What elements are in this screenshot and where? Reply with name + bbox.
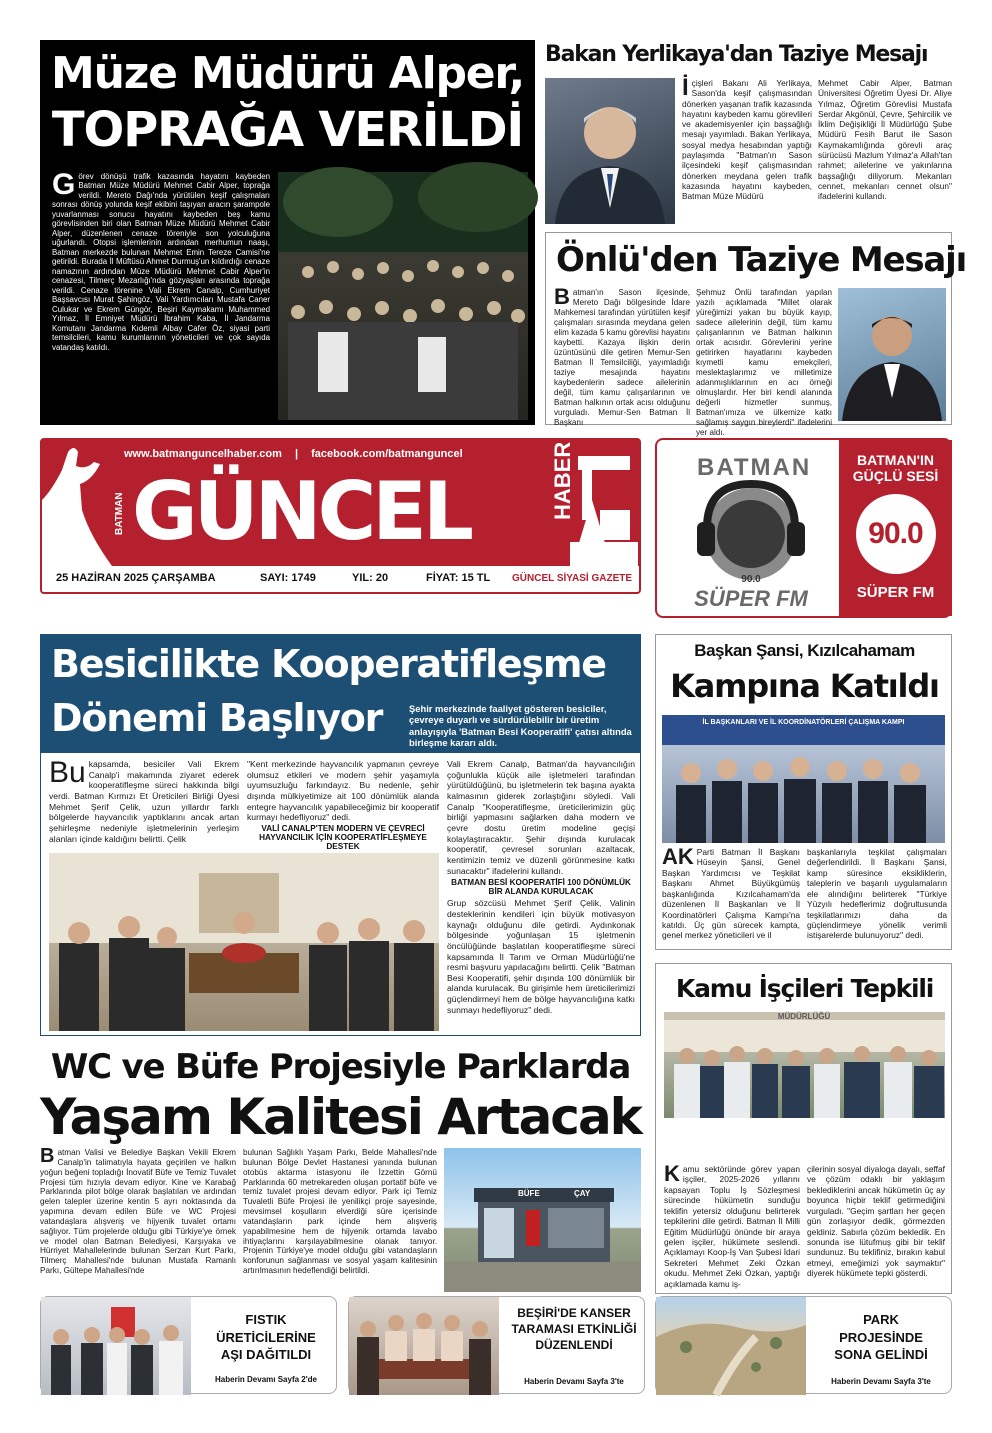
story-col3	[447, 759, 635, 1033]
dropcap: B	[40, 1145, 55, 1167]
radio-slogan-line1: BATMAN'IN	[857, 452, 934, 468]
radio-logo-bottom: SÜPER FM	[694, 586, 808, 611]
body-text: örev dönüşü trafik kazasında hayatını kaybeden Batman Müze Müdürü Mehmet Cabir Alper, toprağa verildi. Mereto Dağı'nda yürütülen keşif çalışmaları sonrası dönüş yolunda keşif ekibini taşıyan aracın şarampole yuvarlanması sonucu hayatını kaybeden beş kamu görevlisinden biri olan Batman Müze Müdürü Mehmet Cabir Alper, düzenlenen cenaze töreniyle son yolculuğuna uğurlandı. Otopsi işlemlerinin ardından merhumun naaşı, Batman merkezde bulunan Mehmet Emin Tereze Camisi'ne getirildi. Burada İl Müftüsü Ahmet Durmuş'un kıldırdığı cenaze namazının ardından Müze Müdürü Mehmet Cabir Alper'in cenazesi, Tilmerç Mezarlığı'nda gözyaşları arasında toprağa verildi. Cenaze törenine Vali Ekrem Canalp, Cumhuriyet Başsavcısı Murat Şahingöz, Vali Yardımcıları Mustafa Caner Culukar ve Ekrem Güngör, Beşiri Kaymakamı Muhammed Yılmaz, İl Emniyet Müdürü İbrahim Kaba, İl Jandarma Komutanı Jandarma Kıdemli Albay Cafer Öz, siyasi parti temsilcileri, kamu kurumlarının yöneticileri ve çok sayıda vatandaş katıldı.	[52, 172, 270, 352]
teaser-park-title: PARK PROJESİNDE SONA GELİNDİ	[834, 1312, 928, 1363]
col3-subhead: BATMAN BESİ KOOPERATİFİ 100 DÖNÜMLÜK BİR ALANDA KURULACAK	[451, 878, 631, 897]
story-col1	[664, 1161, 800, 1290]
col2-subhead: VALİ CANALP'TEN MODERN VE ÇEVRECİ HAYVANCILIK İÇİN KOOPERATİFLEŞMEYE DESTEK	[259, 823, 427, 851]
headline-line1: Başkan Şansi, Kızılcahamam	[694, 641, 915, 660]
headline-line2: Kampına Katıldı	[670, 667, 939, 705]
story-col1	[49, 756, 239, 849]
teaser-park-photo	[656, 1297, 806, 1395]
story-body	[52, 168, 270, 420]
headline-line1: Müze Müdürü Alper,	[51, 48, 524, 99]
dropcap: B	[554, 284, 570, 309]
radio-ad	[655, 438, 952, 618]
radio-frequency: 90.0	[868, 517, 923, 550]
kiosk-sign-bufe: BÜFE	[518, 1189, 540, 1198]
headline-line2: Dönemi Başlıyor	[51, 696, 383, 740]
teaser-fistik-title: FISTIK ÜRETİCİLERİNE AŞI DAĞITILDI	[216, 1312, 316, 1363]
headline: Kamu İşçileri Tepkili	[675, 974, 934, 1003]
dropcap: G	[52, 168, 76, 201]
teaser-besiri[interactable]	[348, 1296, 645, 1394]
radio-logo	[667, 448, 835, 614]
col1-text: atman Valisi ve Belediye Başkan Vekili Ekrem Canalp'in talimatıyla hayata geçirilen ve halkın yoğun beğeni topladığı İnovatif Büfe ve Temiz Tuvalet Projesi tüm hızıyla devam ediyor. Kine ve Karabağ Parklarında pilot bölge olarak başlatılan ve ardından gelen talepler üzerine kentin 5 ayrı noktasında da yapımına devam edilen Büfe ve WC Projesi vatandaşlara alışveriş ve hijyenik tuvalet ortamı sağlıyor. Tüm projelerde olduğu gibi Türkiye'ye örnek ve model olan Batman Belediyesi, Karşıyaka ve Hürriyet Mahallelerinde bulunan Serzan Kurt Parkı, Tilmerç Mahallesi'nde bulunan Mustafa Ramanlı Parkı, Gültepe Mahallesi'nde	[40, 1148, 236, 1276]
issue-price: FİYAT: 15 TL	[426, 572, 491, 584]
facebook-link[interactable]: facebook.com/batmanguncel	[311, 448, 463, 460]
workers-protest-photo	[664, 1012, 945, 1118]
story-col1	[662, 844, 800, 947]
col3-text-b: Grup sözcüsü Mehmet Şerif Çelik, Valinin desteklerinin kendileri için büyük motivasyon kaynağı olduğunu dile getirdi. Aydınkonak bölgesinde yoğunlaşan 15 işletmenin öncülüğünde başlatılan kooperatifleşme süreci kapsamında İl Tarım ve Orman Müdürlüğü'ne resmi başvuru yapılacağını belirtti. Çelik "Batman Besi Kooperatifi, şehir dışında 100 dönümlük bir alanda kurulacak. Bu girişimle hem üreticilerimizi güçlendirmeyi hem de bölge hayvancılığına katkı sunmayı hedefliyoruz" dedi.	[447, 898, 635, 1015]
besici-meeting-photo	[49, 853, 439, 1031]
story-col2: bulunan Sağlıklı Yaşam Parkı, Belde Mahallesi'nde bulunan Bölge Devlet Hastanesi yanında bulunan otobüs aktarma istasyonu ile İzzettin Görnü Parklarında 60 metrekareden oluşan portatif büfe ve temiz tuvalet projesi devam ediyor. Park içi Temiz Tuvaletli Büfe Projesi ile yenilikçi proje sayesinde, mevsimsel koşulların elverdiği süre içerisinde vatandaşların park içinde hem alışveriş yapabilmesine hem de hijyenik ortamda lavabo ihtiyaçlarını karşılayabilmesine olanak tanıyor. Projenin Türkiye'ye model olduğu gibi vatandaşların konforunun sağlanması ve sosyal yaşam kalitesinin artırılmasının hedeflendiği belirtildi.	[243, 1148, 437, 1276]
issue-date: 25 HAZİRAN 2025 ÇARŞAMBA	[56, 572, 216, 584]
minister-photo	[545, 78, 675, 224]
kizilcahamam-camp-photo	[662, 715, 945, 843]
deck: Şehir merkezinde faaliyet gösteren besiciler, çevreye duyarlı ve sürdürülebilir bir üretim anlayışıyla 'Batman Besi Kooperatifi' çatısı altında birleşme kararı aldı.	[409, 703, 632, 749]
headline-line2: TOPRAĞA VERİLDİ	[51, 102, 524, 158]
masthead-info-bar	[42, 566, 639, 592]
headline-line2: Yaşam Kalitesi Artacak	[40, 1088, 641, 1146]
col1-text: Parti Batman İl Başkanı Hüseyin Şansi, Genel Başkan Yardımcısı ve Teşkilat Başkanı Ahmet Büyükgümüş başkanlığında Kızılcahamam'da düzenlenen İl Başkanları ve İl Koordinatörleri Çalışma Kampı'na katıldı. Üç gün sürecek kampta, genel merkez yöneticileri ve il	[662, 847, 800, 941]
headline: Önlü'den Taziye Mesajı	[556, 240, 967, 280]
camp-banner-text: İL BAŞKANLARI VE İL KOORDİNATÖRLERİ ÇALIŞMA KAMPI	[702, 719, 905, 726]
kiosk-photo	[444, 1148, 641, 1292]
story-col2: Mehmet Cabir Alper, Batman Üniversitesi Öğretim Üyesi Dr. Aliye Yılmaz, Öğretim Görevlisi Mustafa Serdar Akgönül, Çevre, Şehircilik ve İklim Değişikliği İl Müdürlüğü Şube Müdürü Fesih Barut ile Sason Kaymakamlığında görevli araç sürücüsü Mazlum Yılmaz'a Allah'tan rahmet; ailelerine ve yakınlarına başsağlığı diliyorum. Mekanları cennet, mekanları cennet olsun" ifadelerini kullandı.	[818, 78, 952, 202]
story-muze-muduru	[40, 40, 535, 425]
radio-slogan-line2: GÜÇLÜ SESİ	[852, 468, 939, 484]
story-bakan-yerlikaya	[545, 40, 952, 226]
radio-logo-freq: 90.0	[741, 574, 761, 585]
headline: Bakan Yerlikaya'dan Taziye Mesajı	[545, 42, 928, 67]
story-col1	[554, 284, 690, 428]
story-col1	[40, 1145, 236, 1292]
brand-small: BATMAN	[114, 492, 125, 535]
teaser-fistik[interactable]	[40, 1296, 337, 1394]
col1-text: kapsamda, besiciler Vali Ekrem Canalp'i makamında ziyaret ederek kooperatifleşme süreci hakkında bilgi verdi. Batman Kırmızı Et Üreticileri Birliği Üyesi Mehmet Şerif Çelik, uzun yıllardır farklı bölgelerde hayvancılık yaptıklarını ancak artan şehirleşme nedeniyle işletmelerinin yerleşim alanları içinde kaldığını belirtti. Çelik	[49, 759, 239, 844]
headline-line1: Besicilikte Kooperatifleşme	[51, 642, 606, 686]
col1-text: çişleri Bakanı Ali Yerlikaya, Sason'da keşif çalışmasından dönerken yaşanan trafik kazasında hayatını kaybeden kamu görevlileri ve akademisyenler için başsağlığı mesajı yayımladı. Bakan Yerlikaya, sosyal medya hesabından yaptığı paylaşımda "Batman'ın Sason ilçesindeki keşif çalışmasından dönerken meydana gelen trafik kazasında hayatını kaybeden, Batman Müze Müdürü	[682, 78, 812, 202]
dropcap: K	[664, 1161, 680, 1186]
teaser-park-more: Haberin Devamı Sayfa 3'te	[831, 1377, 931, 1386]
story-baskan-sansi	[655, 634, 952, 950]
col1-text: atman'ın Sason ilçesinde, Mereto Dağı bölgesinde İdare Mahkemesi tarafından yürütülen keşif çalışmaları sırasında meydana gelen elim kazada 5 kamu görevlisi hayatını kaybetti. Kazaya ilişkin derin üzüntüsünü dile getiren Memur-Sen Batman İl Temsilciliği, yayımladığı taziye mesajında hayatını kaybedenlerin sadece ailelerinin değil, tüm kamu çalışanlarının ve Batman halkının ortak acısı olduğunu vurguladı. Memur-Sen Batman İl Başkanı	[554, 288, 690, 428]
monument-silhouette-icon	[42, 440, 122, 566]
issue-number: SAYI: 1749	[260, 572, 316, 584]
story-col2	[247, 759, 439, 849]
story-besicilik	[40, 634, 641, 1036]
kiosk-sign-cay: ÇAY	[574, 1189, 591, 1198]
funeral-crowd-photo	[278, 172, 528, 420]
story-col2: çilerinin sosyal diyaloga dayalı, seffaf ve çözüm odaklı bir yaklaşım beklediklerini ancak hükümetin üç ay boyunca hiçbir teklif getirmediğini vurguladı. "Geçim şartları her geçen gün zorlaşıyor dedik, görmezden geldiniz. Sabırla çözüm bekledik. En sonunda ise lütufmuş gibi bir teklif sundunuz. Bu teklifiniz, bırakın kabul etmeyi, emeğimizi yok saymaktır" diyerek hükümete tepki gösterdi.	[807, 1164, 945, 1279]
teaser-fistik-photo	[41, 1297, 191, 1395]
dropcap: İ	[682, 74, 689, 101]
story-col1	[682, 74, 812, 224]
building-sign: MÜDÜRLÜĞÜ	[777, 1012, 831, 1021]
teaser-fistik-more: Haberin Devamı Sayfa 2'de	[215, 1375, 317, 1384]
separator: |	[294, 448, 299, 460]
masthead	[40, 438, 641, 594]
teaser-park[interactable]	[655, 1296, 952, 1394]
teaser-besiri-photo	[349, 1297, 499, 1395]
radio-frequency-circle	[856, 494, 936, 574]
col1-text: amu sektöründe görev yapan işçiler, 2025-2026 yıllarını kapsayan Toplu İş Sözleşmesi sürecinde hükümetin sunduğu teklifin yetersiz olduğunu belirterek tepkilerini dile getirdi. Batman İl Milli Eğitim Müdürlüğü önünde bir araya gelen işçiler, hükümete seslendi. Açıklamayı Koop-İş Van Şubesi İdari Sekreteri Mehmet Zeki Özkan okudu. Mehmet Zeki Özkan, yaptığı açıklamada kamu iş-	[664, 1164, 800, 1289]
website-link[interactable]: www.batmanguncelhaber.com	[124, 448, 282, 460]
onlu-portrait-photo	[838, 288, 946, 421]
issue-year: YIL: 20	[352, 572, 389, 584]
story-kamu-iscileri	[655, 963, 952, 1294]
headline-line1: WC ve Büfe Projesiyle Parklarda	[50, 1047, 631, 1087]
story-onlu	[545, 232, 967, 438]
col2-text: "Kent merkezinde hayvancılık yapmanın çevreye olumsuz etkileri ve modern şehir yaşamıyla uyumsuzluğu farkındayız. Bu nedenle, şehir dışında mülkiyetimize ait 100 dönümlük alanda entegre hayvancılık yapabileceğimiz bir kooperatif kurmayı hedefliyoruz" dedi.	[247, 759, 439, 823]
brand-main: GÜNCEL	[132, 465, 470, 558]
masthead-links	[124, 448, 463, 460]
story-col2: başkanlarıyla teşkilat çalışmaları değerlendirildi. İl Başkanı Şansi, kamp süresince eksikliklerin, taleplerin ve başarılı uygulamaların ele alındığını belirterek "Türkiye Yüzyılı hedeflerimiz doğrultusunda teşkilatlarımızı daha da güçlendirmeye yönelik verimli istişarelerde bulunuyoruz" dedi.	[807, 847, 947, 941]
radio-logo-top: BATMAN	[697, 454, 812, 481]
dropcap: Bu	[49, 756, 86, 789]
tagline: GÜNCEL SİYASİ GAZETE	[512, 573, 633, 584]
teaser-besiri-title: BEŞİRİ'DE KANSER TARAMASI ETKİNLİĞİ DÜZENLENDİ	[511, 1306, 637, 1353]
teaser-besiri-more: Haberin Devamı Sayfa 3'te	[524, 1377, 624, 1386]
radio-name: SÜPER FM	[856, 584, 935, 601]
radio-red-panel	[839, 440, 952, 616]
oil-pump-icon	[542, 450, 638, 566]
brand-side: HABER	[550, 441, 575, 520]
dropcap: AK	[662, 844, 694, 869]
col3-text-a: Vali Ekrem Canalp, Batman'da hayvancılığın çoğunlukla küçük aile işletmeleri tarafından yürütüldüğünü, bu işletmelerin tek başına ayakta kalmasının giderek zorlaştığını söyledi. Vali Canalp "Kooperatifleşme, üreticilerimizin güç birliği yapmasını sağlarken daha modern ve çevre dostu üretim modeline geçişi kolaylaştıracaktır. Şehir dışında kurulacak kooperatif, çevresel sorunları azaltacak, kentimizin temiz ve düzenli görünmesine katkı sunacaktır" ifadelerini kullandı.	[447, 759, 635, 876]
story-wc-bufe	[40, 1044, 641, 1294]
story-col2: Şehmuz Önlü tarafından yapılan yazılı açıklamada "Millet olarak yüreğimizi yakan bu büyük kayıp, sadece ailelerinin değil, tüm kamu çalışanlarının ve Batman halkının ortak acısıdır. Görevlerini yerine getirirken hayatlarını kaybeden kıymetli kamu emekçileri, meslektaşlarımız ve milletimize adanmışlıklarının en acı örneği olmuşlardır. Her biri kendi alanında değerli hizmetler sunmuş, Batman'ımıza ve ülkemize katkı sağlamış saygın bireylerdi" ifadelerini yer aldı.	[696, 288, 832, 438]
